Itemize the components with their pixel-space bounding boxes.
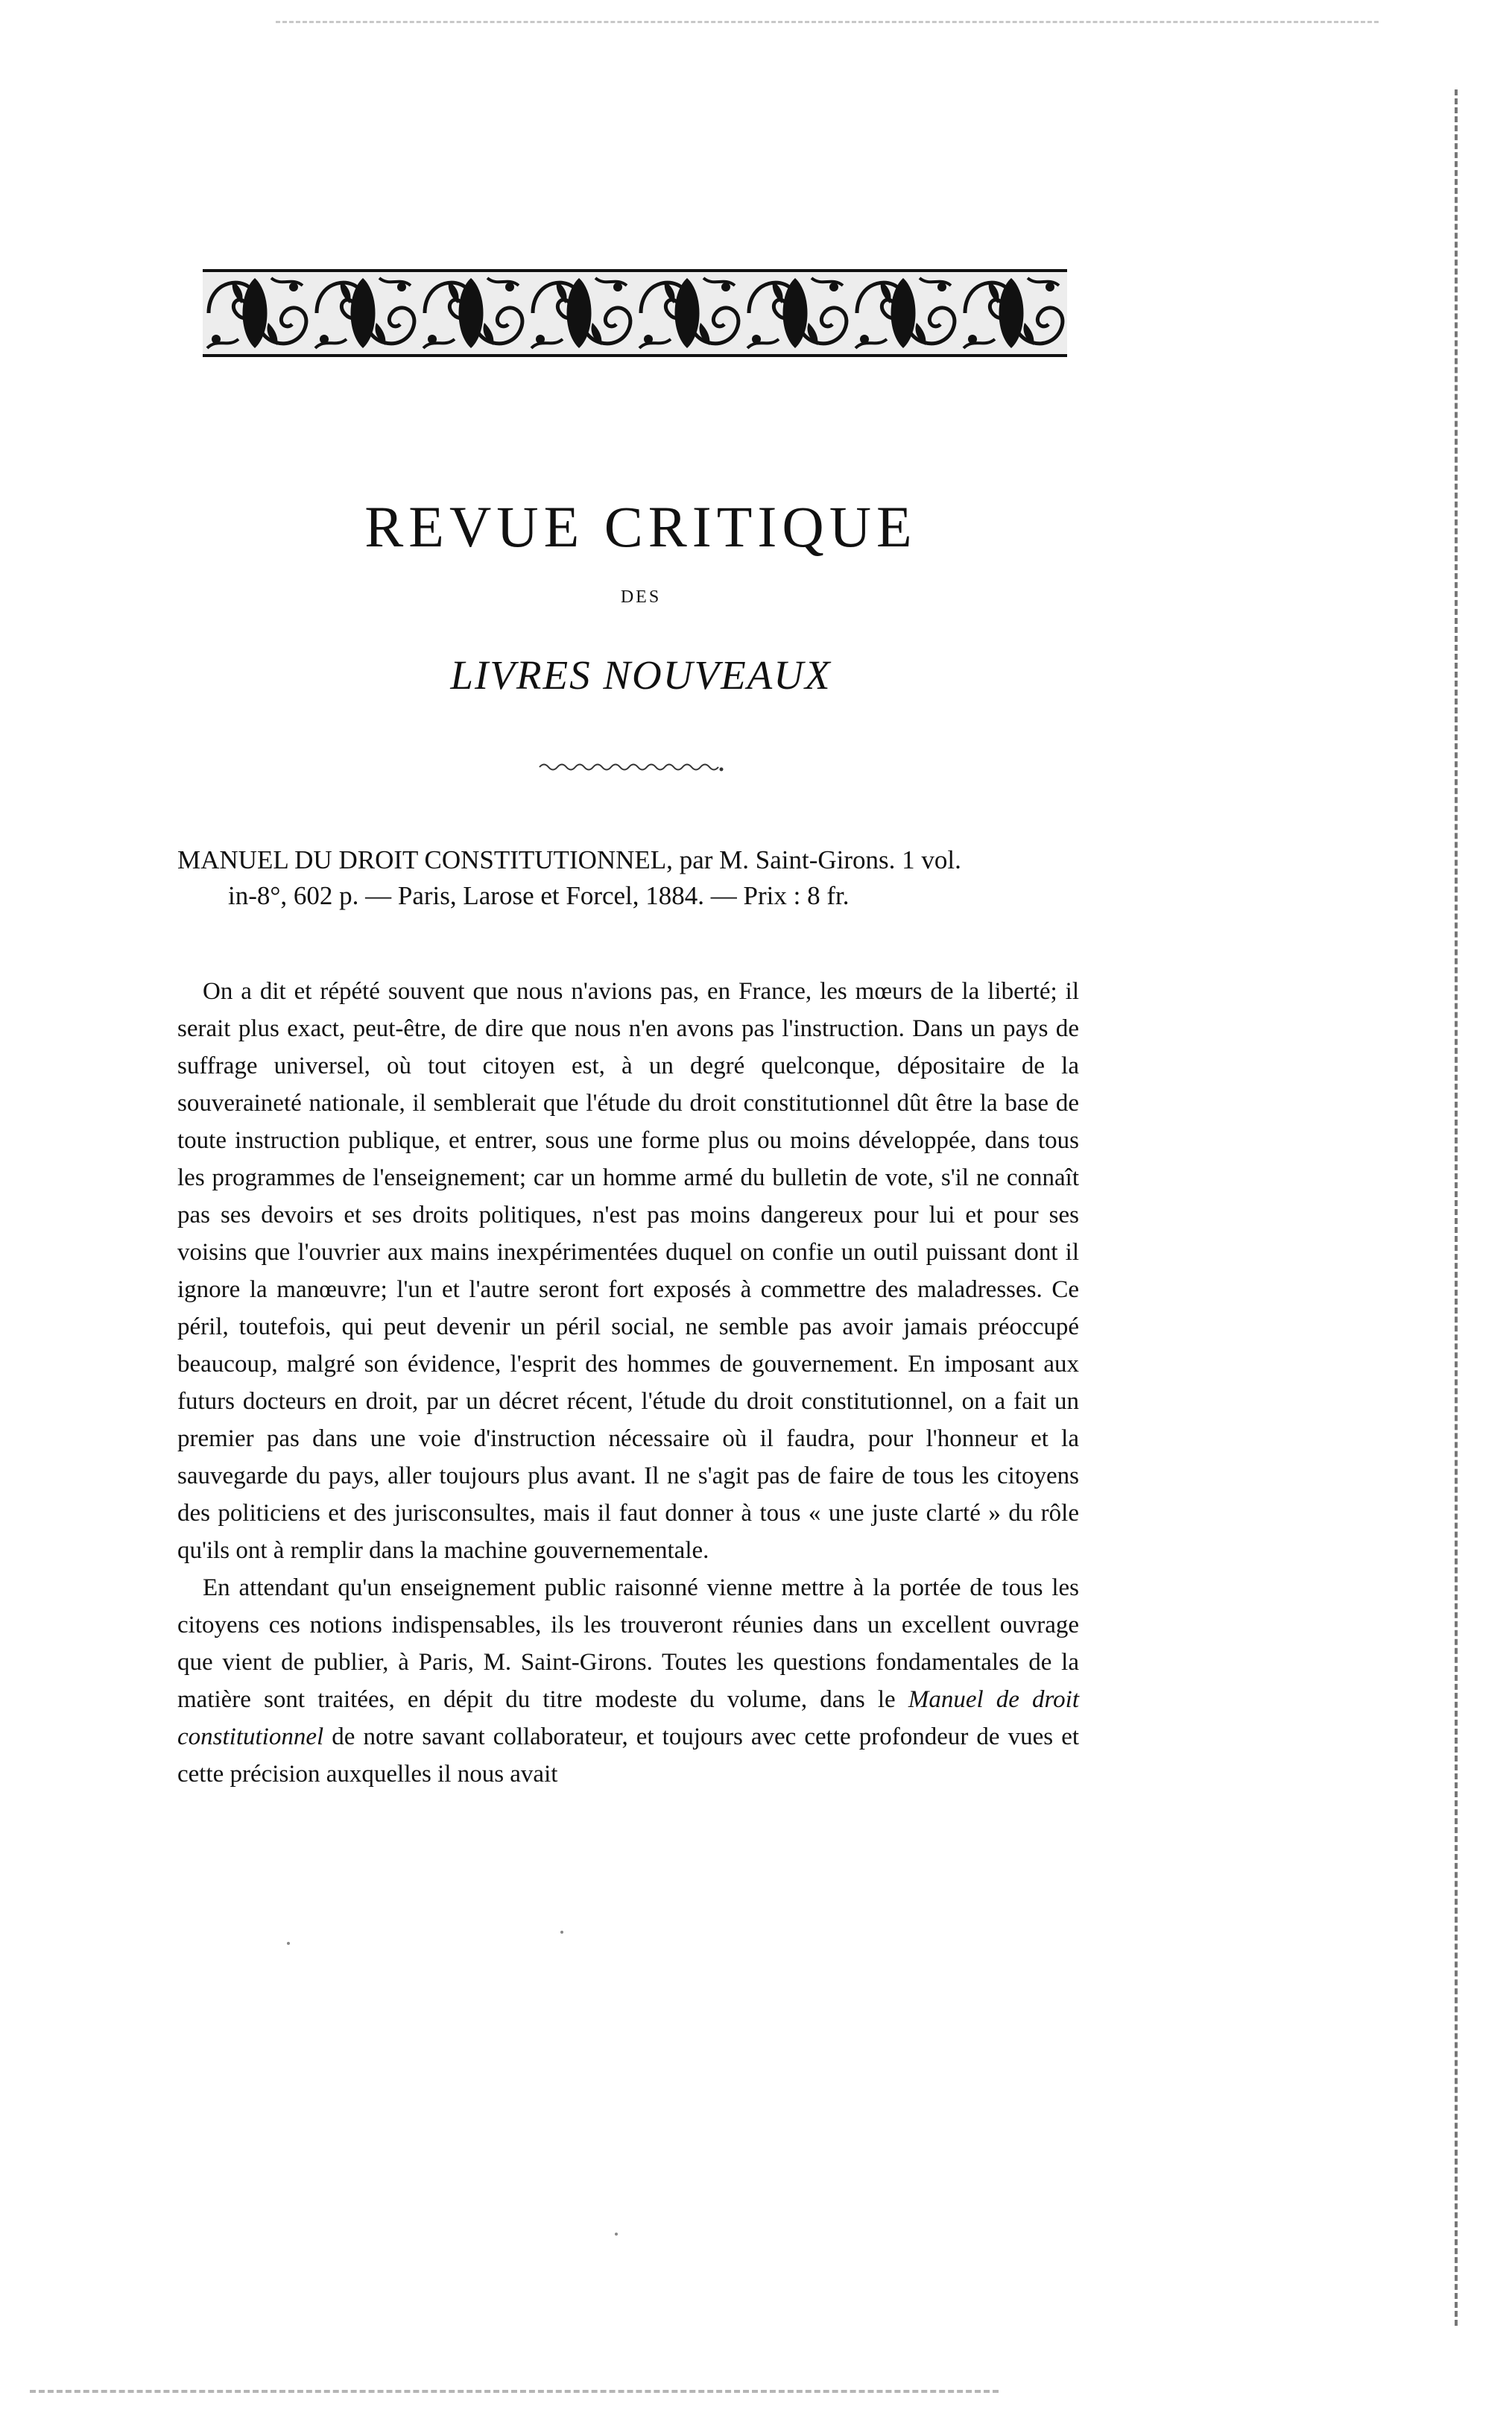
- review-paragraph-2: [177, 1569, 1079, 1793]
- book-entry-heading: [177, 842, 1075, 914]
- review-paragraph-1: On a dit et répété souvent que nous n'avions pas, en France, les mœurs de la liberté; il serait plus exact, peut-être, de dire que nous n'en avons pas l'instruction. Dans un pays de suffrage universel, où tout citoyen est, à un degré quelconque, dépositaire de la souveraineté nationale, il semblerait que l'étude du droit constitutionnel dût être la base de toute instruction publique, et entrer, sous une forme plus ou moins développée, dans tous les programmes de l'enseignement; car un homme armé du bulletin de vote, s'il ne connaît pas ses devoirs et ses droits politiques, n'est pas moins dangereux pour lui et pour ses voisins que l'ouvrier aux mains inexpérimentées duquel on confie un outil puissant dont il ignore la manœuvre; l'un et l'autre seront fort exposés à commettre des maladresses. Ce péril, toutefois, qui peut devenir un péril social, ne semble pas avoir jamais préoccupé beaucoup, malgré son évidence, l'esprit des hommes de gouvernement. En imposant aux futurs docteurs en droit, par un décret récent, l'étude du droit constitutionnel, on a fait un premier pas dans une voie d'instruction nécessaire où il faudra, pour l'honneur et la sauvegarde du pays, aller toujours plus avant. Il ne s'agit pas de faire de tous les citoyens des politiciens et des jurisconsultes, mais il faut donner à tous « une juste clarté » du rôle qu'ils ont à remplir dans la machine gouvernementale.: [177, 978, 1079, 1564]
- book-entry-line-1: [177, 842, 1075, 878]
- title-connector: DES: [620, 587, 662, 607]
- scan-artifact-right-edge: [1455, 89, 1458, 2326]
- ornamental-header-band: [203, 265, 1067, 362]
- review-body: [177, 973, 1079, 1793]
- book-details: in-8°, 602 p. — Paris, Larose et Forcel, 1884. — Prix : 8 fr.: [228, 881, 850, 910]
- page-title: REVUE CRITIQUE: [364, 494, 917, 559]
- review-paragraph-2-start: En attendant qu'un enseignement public raisonné vienne mettre à la portée de tous les citoyens ces notions indispensables, ils les trouveront réunies dans un excellent ouvrage que vient de publier, à Paris, M. Saint-Girons. Toutes les questions fondamentales de la matière sont traitées, en dépit du titre modeste du volume, dans le: [177, 1574, 1079, 1713]
- scan-artifact-top-line: [276, 21, 1379, 23]
- book-title-italic: Manuel de droit constitutionnel: [177, 1686, 1080, 1750]
- scan-artifact-bottom-line: [30, 2390, 999, 2393]
- scan-speck: [287, 1942, 290, 1945]
- review-paragraph-2-end: de notre savant collaborateur, et toujours avec cette profondeur de vues et cette précision auxquelles il nous avait: [177, 1723, 1080, 1788]
- book-title: MANUEL DU DROIT CONSTITUTIONNEL,: [177, 845, 673, 874]
- book-author: par M. Saint-Girons. 1 vol.: [679, 845, 961, 874]
- decorative-squiggle-rule: [538, 760, 724, 774]
- scan-speck: [615, 2233, 618, 2236]
- scan-speck: [560, 1931, 563, 1934]
- page-subtitle: LIVRES NOUVEAUX: [450, 652, 832, 698]
